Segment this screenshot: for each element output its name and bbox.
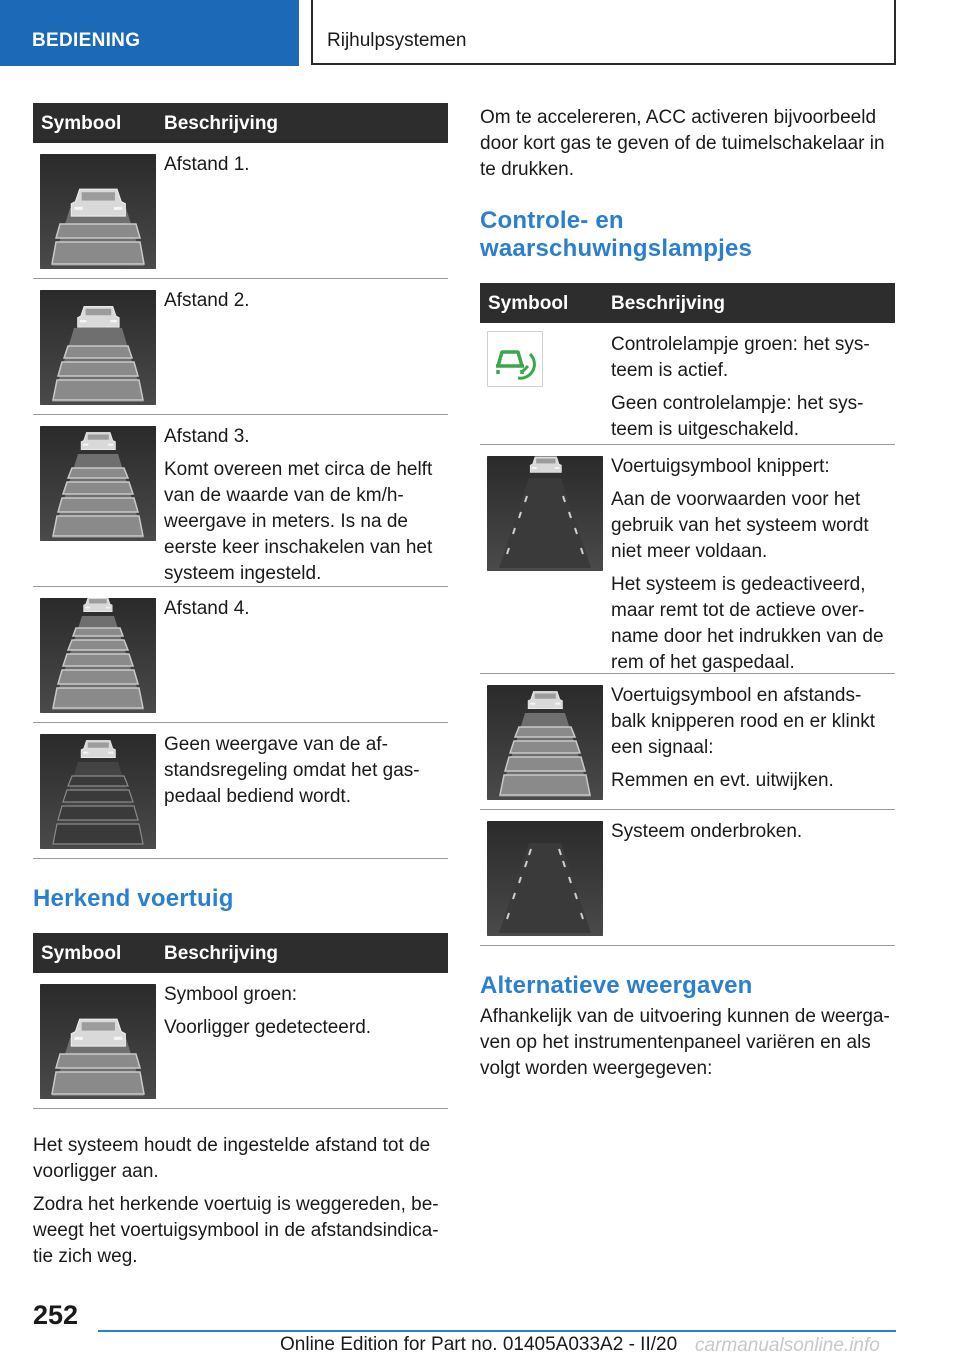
row-text: Afstand 2.	[164, 290, 250, 311]
distance-4-icon	[40, 598, 156, 713]
row-text: Afstand 4.	[164, 598, 250, 619]
col-symbol-header: Symbool	[488, 293, 569, 314]
no-distance-display-icon	[40, 734, 156, 849]
table-row	[33, 143, 448, 279]
alternatief-text: Afhankelijk van de uitvoering kunnen de weerga-ven op het instrumentenpaneel variëren en als volgt worden weergegeven:	[480, 1006, 890, 1079]
page-number: 252	[33, 1300, 79, 1330]
section-title: BEDIENING	[32, 30, 141, 51]
col-symbol-header: Symbool	[41, 113, 122, 134]
table-row	[33, 415, 448, 587]
acc-green-indicator-icon	[487, 331, 543, 387]
left-column	[33, 103, 448, 1277]
row-text: Voertuigsymbool en afstands-balk knipperen rood en er klinkt een signaal:	[611, 685, 876, 758]
row-text: Remmen en evt. uitwijken.	[611, 770, 834, 791]
chapter-box	[311, 0, 896, 65]
col-description-header: Beschrijving	[611, 293, 726, 314]
footer-divider	[98, 1330, 896, 1332]
chapter-title: Rijhulpsystemen	[327, 30, 467, 51]
system-interrupted-icon	[487, 821, 603, 936]
distance-2-icon	[40, 290, 156, 405]
distance-1-icon	[40, 154, 156, 269]
row-text: Afstand 3.	[164, 426, 250, 447]
section-tab	[0, 0, 299, 66]
row-text: Systeem onderbroken.	[611, 821, 803, 842]
row-text: Voertuigsymbool knippert:	[611, 456, 830, 477]
row-text: Het systeem is gedeactiveerd, maar remt tot de actieve over-name door het indrukken van de rem of het gaspedaal.	[611, 574, 884, 673]
vehicle-blinking-icon	[487, 456, 603, 571]
table-row	[33, 279, 448, 415]
row-text: Voorligger gedetecteerd.	[164, 1017, 372, 1038]
row-text: Geen controlelampje: het sys-teem is uitgeschakeld.	[611, 393, 864, 440]
col-description-header: Beschrijving	[164, 943, 279, 964]
table-row	[33, 973, 448, 1109]
row-text: Afstand 1.	[164, 154, 250, 175]
table-row	[480, 810, 895, 946]
table-header	[480, 283, 895, 323]
distance-3-icon	[40, 426, 156, 541]
watermark: carmanualsonline.info	[695, 1335, 880, 1356]
row-text: Controlelampje groen: het sys-teem is actief.	[611, 334, 870, 381]
table-header	[33, 933, 448, 973]
section-heading-alternatief: Alternatieve weergaven	[480, 972, 753, 999]
paragraph: Zodra het herkende voertuig is weggereden, be-weegt het voertuigsymbool in de afstandsindica-tie zich weg.	[33, 1194, 439, 1267]
table-header	[33, 103, 448, 143]
row-text: Komt overeen met circa de helft van de waarde van de km/h-weergave in meters. Is na de eerste keer inschakelen van het systeem ingesteld.	[164, 459, 433, 584]
table-row	[33, 723, 448, 859]
table-row	[480, 445, 895, 674]
section-heading-herkend: Herkend voertuig	[33, 885, 234, 912]
row-text: Symbool groen:	[164, 984, 298, 1005]
vehicle-detected-icon	[40, 984, 156, 1099]
intro-paragraph: Om te accelereren, ACC activeren bijvoorbeeld door kort gas te geven of de tuimelschakelaar in te drukken.	[480, 107, 885, 180]
section-heading-lampjes: Controle- en waarschuwingslampjes	[480, 207, 753, 262]
paragraph: Het systeem houdt de ingestelde afstand tot de voorligger aan.	[33, 1135, 431, 1182]
table-row	[480, 674, 895, 810]
table-row	[33, 587, 448, 723]
row-text: Geen weergave van de af-standsregeling omdat het gas-pedaal bediend wordt.	[164, 734, 420, 807]
edition-text: Online Edition for Part no. 01405A033A2 - II/20	[280, 1334, 678, 1355]
row-text: Aan de voorwaarden voor het gebruik van het systeem wordt niet meer voldaan.	[611, 489, 869, 562]
right-column	[480, 103, 895, 1082]
vehicle-red-warning-icon	[487, 685, 603, 800]
col-symbol-header: Symbool	[41, 943, 122, 964]
herkend-body	[33, 1133, 448, 1270]
table-row	[480, 323, 895, 445]
col-description-header: Beschrijving	[164, 113, 279, 134]
